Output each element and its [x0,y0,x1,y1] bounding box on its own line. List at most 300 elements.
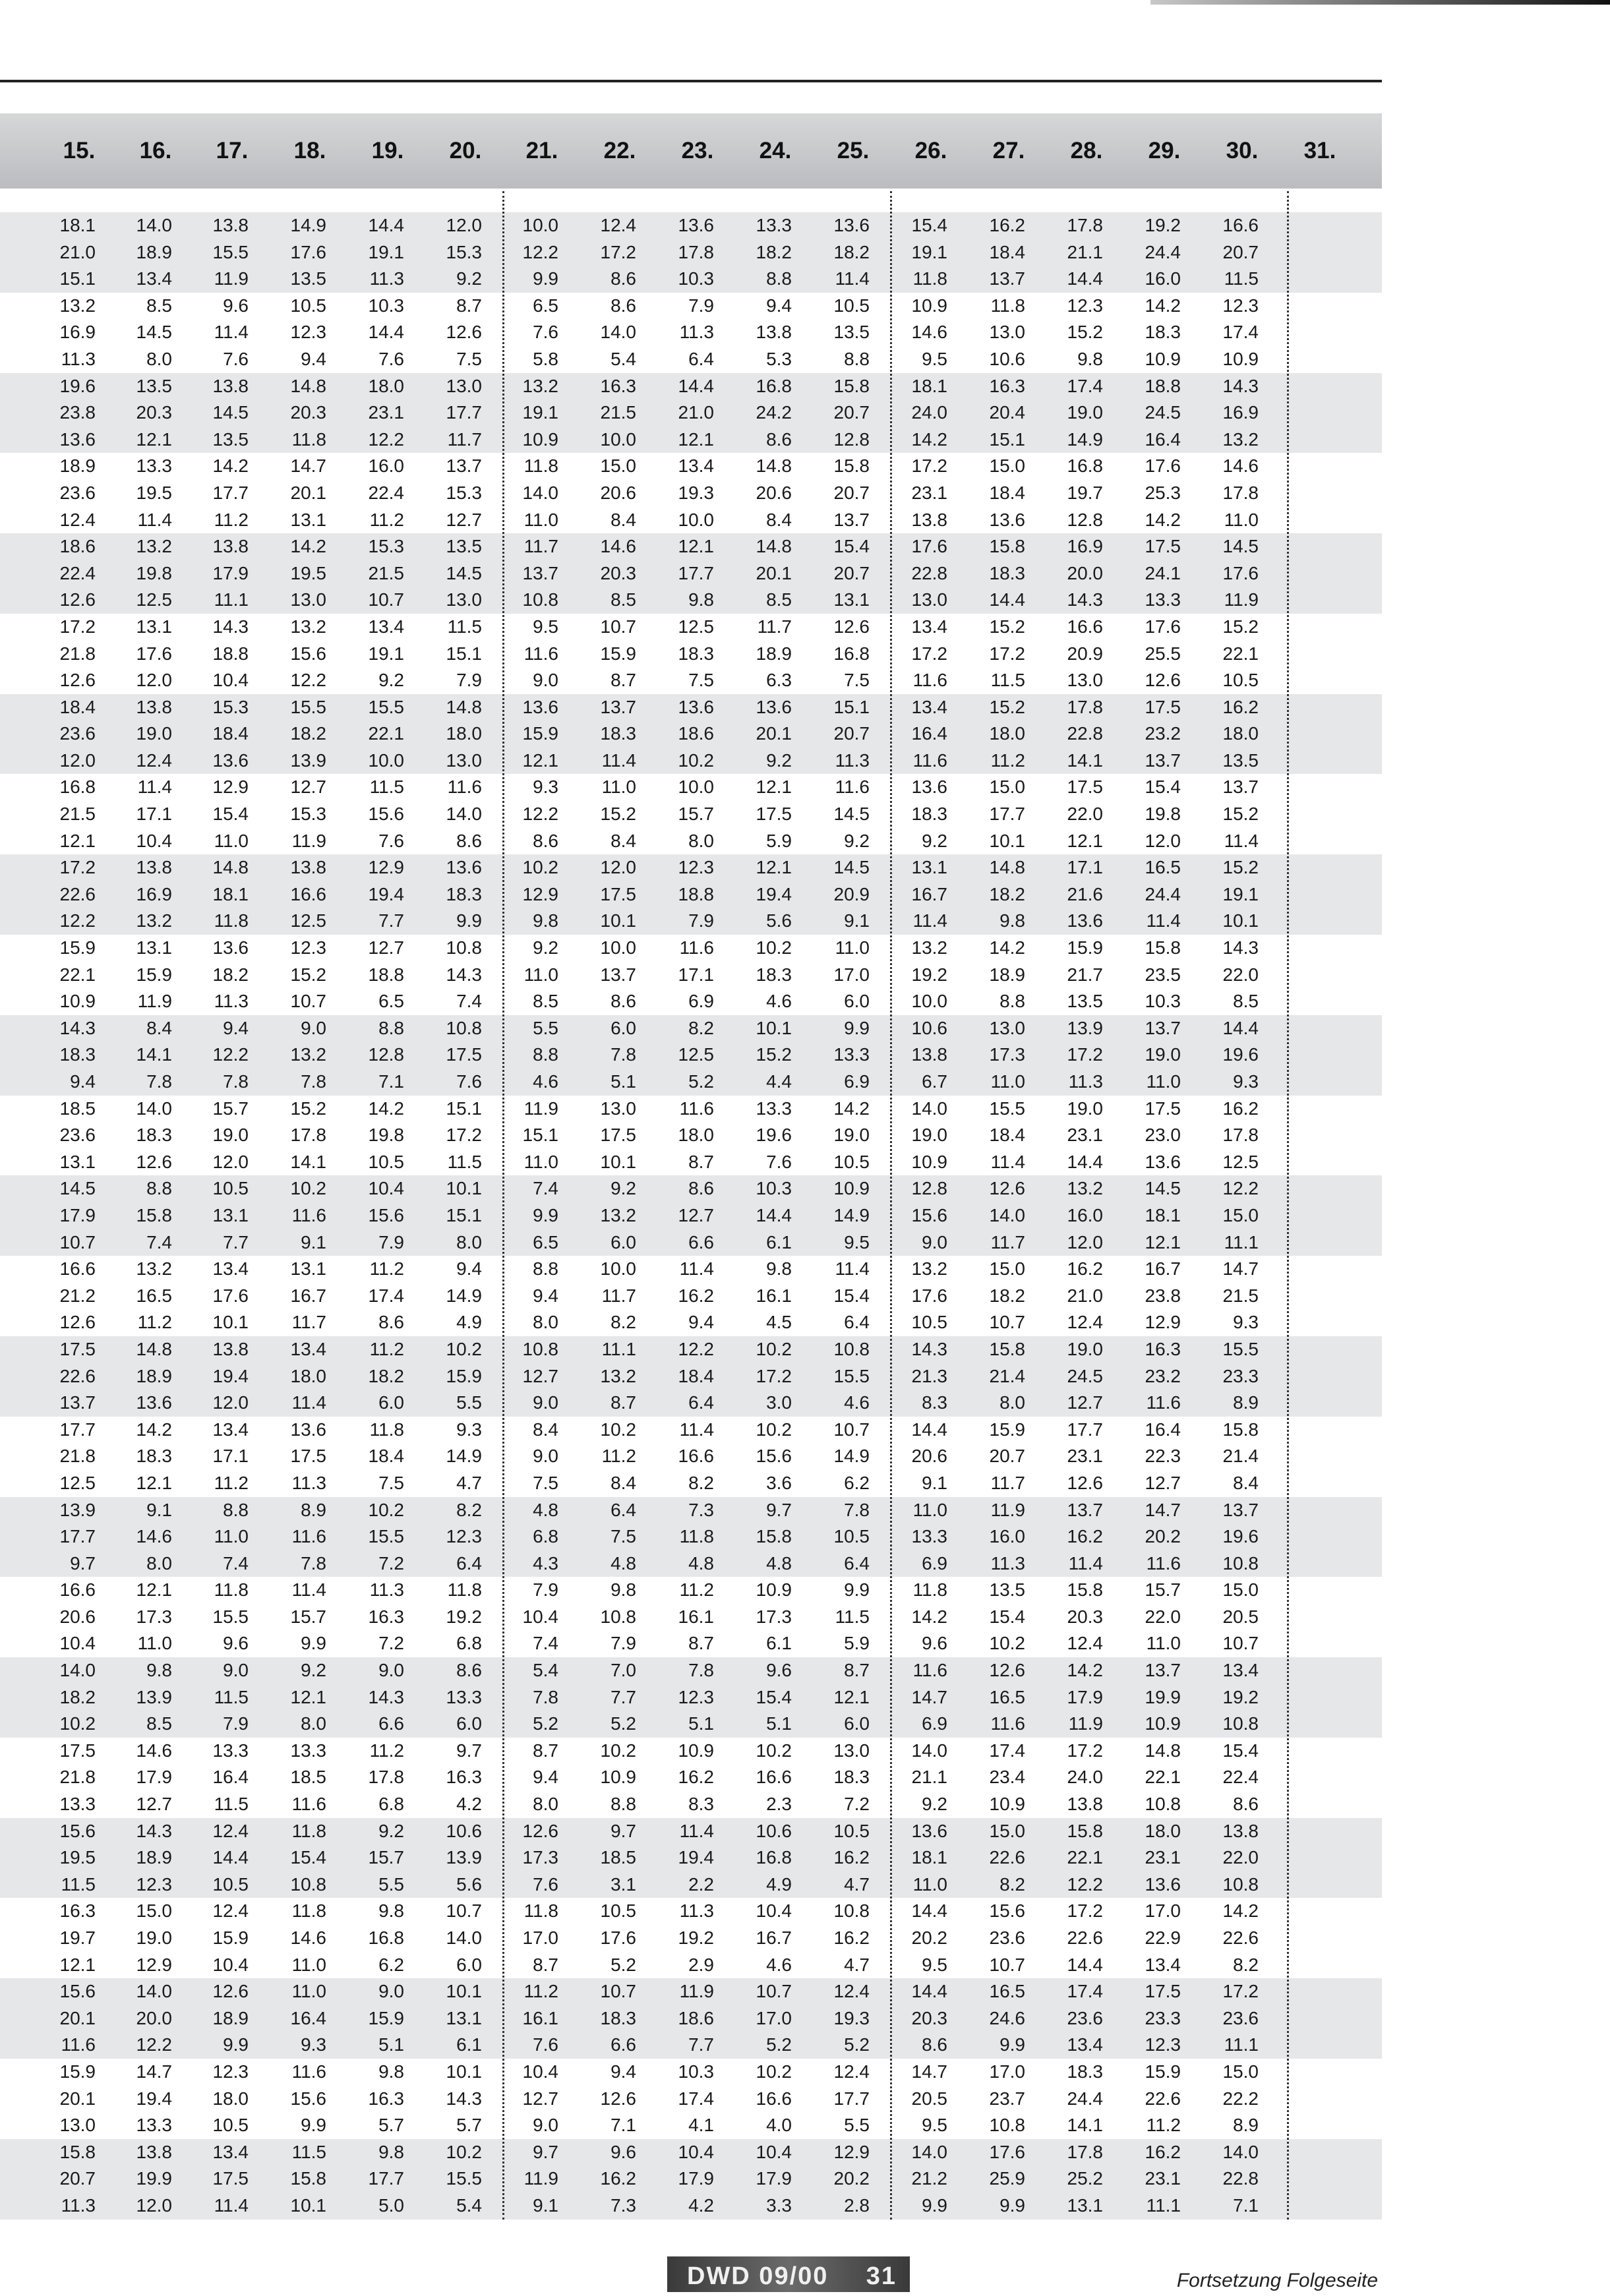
table-cell: 12.7 [1145,1472,1181,1493]
table-cell: 23.6 [59,482,96,503]
table-cell: 12.3 [446,1526,482,1547]
table-cell: 14.9 [1067,428,1103,450]
table-cell: 10.9 [1145,348,1181,369]
table-cell: 4.3 [533,1552,558,1574]
table-cell: 7.8 [844,1499,870,1520]
table-row [0,1336,1382,1363]
table-cell: 18.5 [290,1767,326,1788]
table-cell: 20.1 [59,2007,96,2028]
table-cell: 14.4 [1067,268,1103,289]
table-cell: 4.7 [844,1873,870,1895]
table-cell: 10.7 [600,616,636,637]
table-row [0,1096,1382,1123]
table-cell: 14.4 [368,215,404,235]
table-cell: 16.8 [59,777,96,798]
column-header: 27. [992,138,1025,163]
table-cell: 17.2 [756,1365,792,1386]
table-cell: 11.9 [523,1098,558,1119]
table-cell: 5.9 [766,830,792,851]
table-cell: 14.2 [1145,295,1181,316]
table-cell: 11.2 [214,1472,249,1493]
table-cell: 15.7 [1145,1579,1181,1601]
table-cell: 5.5 [533,1017,558,1038]
table-cell: 4.9 [456,1312,482,1333]
table-cell: 10.5 [833,1526,870,1547]
table-cell: 10.4 [59,1633,96,1654]
table-cell: 9.0 [533,2115,558,2136]
table-cell: 10.2 [368,1499,404,1520]
table-cell: 24.2 [756,402,792,423]
table-cell: 17.4 [989,1740,1025,1761]
table-cell: 22.4 [368,482,404,503]
table-cell: 17.8 [678,241,714,262]
table-row [0,1122,1382,1149]
table-cell: 13.5 [290,268,326,289]
table-cell: 13.1 [833,589,870,610]
table-cell: 17.7 [833,2088,870,2109]
table-cell: 22.8 [1222,2168,1259,2189]
table-cell: 11.2 [214,509,249,530]
table-cell: 10.1 [290,2194,326,2216]
table-cell: 18.1 [1145,1204,1181,1225]
table-cell: 12.4 [833,2061,870,2082]
table-cell: 11.0 [523,1151,558,1172]
table-cell: 17.2 [59,857,96,878]
table-cell: 9.4 [70,1071,96,1092]
table-cell: 13.8 [136,2141,172,2162]
table-cell: 22.6 [1145,2088,1181,2109]
table-cell: 9.9 [922,2194,947,2216]
table-cell: 12.6 [1145,670,1181,691]
table-cell: 14.0 [989,1204,1025,1225]
table-cell: 5.2 [688,1071,714,1092]
table-cell: 9.9 [301,1633,326,1654]
table-cell: 19.5 [290,562,326,583]
table-cell: 9.6 [223,1633,249,1654]
table-cell: 18.2 [368,1365,404,1386]
table-cell: 7.4 [146,1231,172,1252]
table-cell: 10.3 [368,295,404,316]
table-cell: 13.7 [600,964,636,985]
table-cell: 13.6 [756,696,792,717]
table-cell: 12.8 [368,1044,404,1065]
table-cell: 7.0 [611,1660,636,1681]
table-cell: 17.7 [446,402,482,423]
table-cell: 19.1 [368,241,404,262]
table-cell: 7.9 [378,1231,404,1252]
table-cell: 14.7 [1222,1258,1259,1280]
table-cell: 14.2 [989,937,1025,958]
table-cell: 4.6 [844,1392,870,1413]
table-cell: 22.1 [59,964,96,985]
table-cell: 11.5 [990,670,1025,691]
table-cell: 24.0 [911,402,947,423]
table-cell: 15.5 [446,2168,482,2189]
table-cell: 11.0 [835,937,870,958]
table-cell: 10.8 [1222,1873,1259,1895]
table-cell: 15.2 [756,1044,792,1065]
table-cell: 11.9 [523,2168,558,2189]
table-cell: 9.9 [533,268,558,289]
table-cell: 14.7 [911,1686,947,1707]
table-cell: 10.5 [833,295,870,316]
table-cell: 15.4 [1145,777,1181,798]
table-cell: 9.8 [766,1258,792,1280]
table-cell: 11.9 [990,1499,1025,1520]
table-cell: 10.3 [678,268,714,289]
table-cell: 7.9 [611,1633,636,1654]
table-cell: 10.2 [446,1338,482,1359]
table-cell: 11.4 [137,509,172,530]
table-cell: 15.0 [989,1820,1025,1841]
table-cell: 12.1 [678,428,714,450]
table-cell: 11.9 [679,1981,714,2002]
table-cell: 4.4 [766,1071,792,1092]
table-cell: 16.8 [833,643,870,664]
table-cell: 11.1 [601,1338,636,1359]
table-cell: 15.4 [290,1847,326,1868]
table-cell: 10.5 [911,1312,947,1333]
table-row [0,1604,1382,1631]
table-cell: 12.2 [212,1044,249,1065]
table-cell: 11.5 [214,1794,249,1815]
table-cell: 8.6 [611,295,636,316]
table-cell: 17.6 [600,1928,636,1948]
table-cell: 8.8 [844,348,870,369]
table-cell: 3.1 [611,1873,636,1895]
table-cell: 5.2 [844,2034,870,2055]
table-cell: 17.7 [212,482,249,503]
table-row [0,1550,1382,1577]
table-cell: 7.6 [533,2034,558,2055]
table-cell: 15.9 [600,643,636,664]
table-cell: 10.4 [212,670,249,691]
table-cell: 6.5 [533,295,558,316]
table-cell: 13.0 [911,589,947,610]
table-cell: 19.9 [1145,1686,1181,1707]
table-cell: 14.9 [833,1204,870,1225]
table-cell: 2.8 [844,2194,870,2216]
table-cell: 17.2 [446,1125,482,1146]
table-cell: 4.7 [456,1472,482,1493]
table-cell: 4.7 [844,1954,870,1975]
table-cell: 13.4 [678,456,714,477]
table-cell: 15.9 [59,2061,96,2082]
table-cell: 9.1 [844,910,870,931]
table-cell: 4.6 [766,1954,792,1975]
table-cell: 17.5 [1067,777,1103,798]
table-cell: 4.8 [611,1552,636,1574]
table-cell: 13.6 [212,750,249,771]
table-cell: 13.8 [136,857,172,878]
table-cell: 20.7 [833,562,870,583]
table-row [0,1309,1382,1336]
table-cell: 25.2 [1067,2168,1103,2189]
table-cell: 7.5 [378,1472,404,1493]
table-cell: 16.1 [678,1606,714,1627]
table-cell: 9.4 [533,1285,558,1306]
table-cell: 9.8 [688,589,714,610]
table-cell: 13.0 [833,1740,870,1761]
table-cell: 6.0 [611,1017,636,1038]
table-cell: 16.5 [1145,857,1181,878]
table-cell: 15.8 [1067,1820,1103,1841]
table-cell: 19.0 [833,1125,870,1146]
table-cell: 13.2 [1067,1178,1103,1199]
table-cell: 13.6 [522,696,558,717]
table-cell: 10.8 [1222,1713,1259,1734]
table-cell: 12.8 [1067,509,1103,530]
table-cell: 7.8 [301,1071,326,1092]
table-cell: 10.6 [989,348,1025,369]
table-cell: 8.6 [611,268,636,289]
table-cell: 18.0 [1145,1820,1181,1841]
table-cell: 19.0 [1145,1044,1181,1065]
table-row [0,1363,1382,1390]
table-cell: 16.2 [1145,2141,1181,2162]
table-cell: 9.5 [844,1231,870,1252]
table-cell: 13.2 [136,536,172,557]
table-cell: 23.0 [1145,1125,1181,1146]
table-cell: 14.5 [59,1178,96,1199]
table-cell: 25.9 [989,2168,1025,2189]
table-cell: 24.4 [1145,241,1181,262]
table-cell: 15.2 [989,616,1025,637]
table-cell: 20.6 [600,482,636,503]
table-cell: 12.6 [989,1178,1025,1199]
table-cell: 9.4 [223,1017,249,1038]
table-cell: 11.8 [912,1579,947,1601]
table-cell: 10.2 [290,1178,326,1199]
table-cell: 14.7 [911,2061,947,2082]
table-cell: 17.9 [136,1767,172,1788]
table-cell: 14.6 [290,1928,326,1948]
table-cell: 20.1 [59,2088,96,2109]
table-cell: 15.1 [446,1098,482,1119]
table-cell: 18.3 [1067,2061,1103,2082]
table-cell: 12.0 [136,670,172,691]
table-cell: 20.7 [59,2168,96,2189]
table-cell: 8.6 [611,991,636,1012]
table-cell: 15.2 [290,1098,326,1119]
table-cell: 14.0 [446,804,482,825]
table-cell: 9.2 [844,830,870,851]
table-cell: 12.7 [136,1794,172,1815]
table-cell: 20.2 [833,2168,870,2189]
table-cell: 24.4 [1067,2088,1103,2109]
table-cell: 11.2 [369,1338,404,1359]
table-cell: 14.5 [833,857,870,878]
table-cell: 10.7 [290,991,326,1012]
table-row [0,694,1382,721]
table-cell: 14.6 [136,1526,172,1547]
table-cell: 14.0 [59,1660,96,1681]
table-cell: 23.1 [1145,1847,1181,1868]
table-cell: 12.4 [136,750,172,771]
table-cell: 7.5 [844,670,870,691]
table-cell: 10.8 [522,1338,558,1359]
table-cell: 18.1 [911,1847,947,1868]
table-cell: 11.7 [523,536,558,557]
table-cell: 10.1 [600,1151,636,1172]
table-cell: 14.0 [446,1928,482,1948]
table-cell: 13.1 [290,1258,326,1280]
table-cell: 15.3 [368,536,404,557]
table-cell: 13.6 [136,1392,172,1413]
table-cell: 8.6 [456,1660,482,1681]
table-cell: 14.8 [290,375,326,396]
table-cell: 7.7 [688,2034,714,2055]
table-cell: 9.1 [533,2194,558,2216]
table-cell: 5.6 [456,1873,482,1895]
table-cell: 18.0 [989,723,1025,744]
table-cell: 20.1 [290,482,326,503]
table-cell: 6.8 [456,1633,482,1654]
table-cell: 17.7 [59,1419,96,1440]
table-cell: 17.7 [1067,1419,1103,1440]
table-cell: 15.3 [446,241,482,262]
table-cell: 23.4 [989,1767,1025,1788]
table-cell: 11.0 [912,1499,947,1520]
table-cell: 11.9 [1068,1713,1103,1734]
table-cell: 23.1 [1067,1446,1103,1467]
table-cell: 21.2 [911,2168,947,2189]
table-row [0,346,1382,373]
table-cell: 10.0 [522,215,558,235]
table-cell: 19.4 [136,2088,172,2109]
table-cell: 12.2 [59,910,96,931]
table-cell: 16.7 [911,883,947,904]
week-separator-line [502,191,504,2220]
table-cell: 11.7 [601,1285,636,1306]
table-cell: 23.8 [59,402,96,423]
table-cell: 6.9 [688,991,714,1012]
table-cell: 2.9 [688,1954,714,1975]
table-cell: 14.3 [136,1820,172,1841]
table-cell: 16.2 [833,1847,870,1868]
table-cell: 17.1 [1067,857,1103,878]
column-header: 23. [681,138,714,163]
table-cell: 10.0 [678,777,714,798]
table-cell: 19.1 [522,402,558,423]
table-cell: 12.7 [522,2088,558,2109]
table-cell: 18.3 [989,562,1025,583]
table-cell: 10.8 [833,1900,870,1922]
table-cell: 13.7 [833,509,870,530]
table-cell: 15.0 [989,456,1025,477]
table-cell: 25.5 [1145,643,1181,664]
table-cell: 20.9 [1067,643,1103,664]
table-cell: 4.2 [688,2194,714,2216]
table-cell: 8.8 [766,268,792,289]
table-cell: 10.2 [756,1338,792,1359]
table-cell: 23.6 [59,1125,96,1146]
table-cell: 10.7 [368,589,404,610]
table-cell: 11.4 [990,1151,1025,1172]
table-row [0,2139,1382,2166]
table-cell: 16.3 [59,1900,96,1922]
table-cell: 17.2 [911,456,947,477]
table-cell: 8.2 [688,1472,714,1493]
table-row [0,2032,1382,2059]
table-row [0,1844,1382,1871]
table-cell: 13.8 [756,322,792,343]
table-cell: 19.6 [1222,1526,1259,1547]
table-cell: 8.6 [1233,1794,1259,1815]
table-cell: 6.2 [378,1954,404,1975]
table-cell: 4.2 [456,1794,482,1815]
table-cell: 14.4 [212,1847,249,1868]
table-cell: 12.1 [136,428,172,450]
table-cell: 5.7 [378,2115,404,2136]
table-cell: 17.3 [756,1606,792,1627]
table-cell: 11.6 [291,2061,326,2082]
table-cell: 16.2 [678,1285,714,1306]
table-cell: 13.2 [1222,428,1259,450]
table-cell: 13.7 [1145,750,1181,771]
table-cell: 5.1 [766,1713,792,1734]
column-header: 30. [1226,138,1259,163]
table-cell: 11.7 [990,1472,1025,1493]
table-cell: 10.6 [756,1820,792,1841]
table-cell: 12.0 [212,1151,249,1172]
table-cell: 16.4 [1145,428,1181,450]
table-cell: 15.3 [290,804,326,825]
table-cell: 15.6 [290,2088,326,2109]
table-cell: 17.5 [1145,1098,1181,1119]
table-row [0,480,1382,507]
table-cell: 18.9 [136,1365,172,1386]
table-cell: 13.6 [1145,1151,1181,1172]
table-cell: 13.6 [678,696,714,717]
table-cell: 18.9 [756,643,792,664]
table-cell: 5.2 [533,1713,558,1734]
table-cell: 7.9 [456,670,482,691]
table-cell: 14.6 [136,1740,172,1761]
table-cell: 13.1 [290,509,326,530]
table-cell: 9.0 [533,1446,558,1467]
table-cell: 6.0 [844,991,870,1012]
table-cell: 14.2 [212,456,249,477]
table-cell: 15.2 [1222,804,1259,825]
table-cell: 11.6 [835,777,870,798]
table-cell: 24.6 [989,2007,1025,2028]
table-cell: 12.7 [368,937,404,958]
table-cell: 23.2 [1145,723,1181,744]
table-cell: 15.4 [1222,1740,1259,1761]
table-cell: 9.3 [301,2034,326,2055]
table-cell: 18.3 [1145,322,1181,343]
table-cell: 10.8 [290,1873,326,1895]
table-cell: 9.8 [533,910,558,931]
table-cell: 17.1 [678,964,714,985]
table-cell: 18.0 [1222,723,1259,744]
table-cell: 11.7 [447,428,482,450]
table-cell: 16.1 [756,1285,792,1306]
table-cell: 18.5 [59,1098,96,1119]
table-cell: 9.4 [766,295,792,316]
table-cell: 23.5 [1145,964,1181,985]
table-cell: 11.4 [835,1258,870,1280]
table-cell: 23.6 [1067,2007,1103,2028]
table-cell: 11.9 [291,830,326,851]
table-cell: 10.7 [989,1954,1025,1975]
table-cell: 19.0 [1067,402,1103,423]
table-cell: 9.0 [922,1231,947,1252]
table-cell: 7.8 [146,1071,172,1092]
table-cell: 15.0 [600,456,636,477]
table-cell: 13.6 [59,428,96,450]
